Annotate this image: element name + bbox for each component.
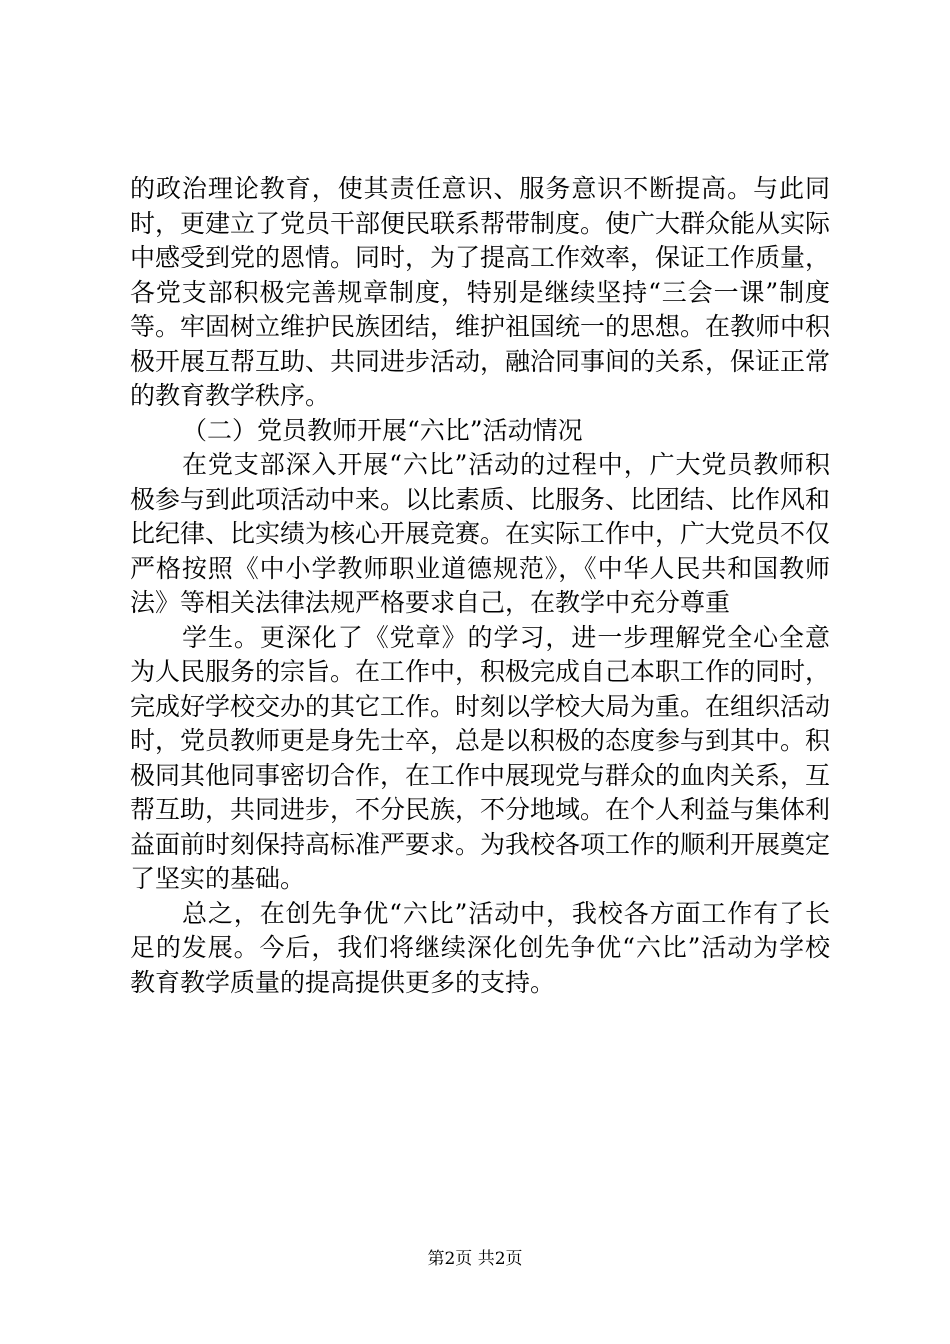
paragraph-continuation: 的政治理论教育，使其责任意识、服务意识不断提高。与此同时，更建立了党员干部便民联系帮带制度。使广大群众能从实际中感受到党的恩情。同时，为了提高工作效率，保证工作质量，各党支部积极完善规章制度，特别是继续坚持“三会一课”制度等。牢固树立维护民族团结，维护祖国统一的思想。在教师中积极开展互帮互助、共同进步活动，融洽同事间的关系，保证正常的教育教学秩序。 xyxy=(130,174,831,410)
paragraph-students: 学生。更深化了《党章》的学习，进一步理解党全心全意为人民服务的宗旨。在工作中，积极完成自己本职工作的同时，完成好学校交办的其它工作。时刻以学校大局为重。在组织活动时，党员教师更是身先士卒，总是以积极的态度参与到其中。积极同其他同事密切合作，在工作中展现党与群众的血肉关系，互帮互助，共同进步，不分民族，不分地域。在个人利益与集体利益面前时刻保持高标准严要求。为我校各项工作的顺利开展奠定了坚实的基础。 xyxy=(130,622,831,893)
paragraph-conclusion: 总之，在创先争优“六比”活动中，我校各方面工作有了长足的发展。今后，我们将继续深化创先争优“六比”活动为学校教育教学质量的提高提供更多的支持。 xyxy=(130,898,830,997)
page-number-footer: 第2页 共2页 xyxy=(427,1249,523,1269)
document-body xyxy=(130,172,830,1000)
paragraph-six-comparisons: 在党支部深入开展“六比”活动的过程中，广大党员教师积极参与到此项活动中来。以比素质、比服务、比团结、比作风和比纪律、比实绩为核心开展竞赛。在实际工作中，广大党员不仅严格按照《中小学教师职业道德规范》，《中华人民共和国教师法》等相关法律法规严格要求自己，在教学中充分尊重 xyxy=(130,450,831,617)
section-heading: （二）党员教师开展“六比”活动情况 xyxy=(182,415,583,445)
